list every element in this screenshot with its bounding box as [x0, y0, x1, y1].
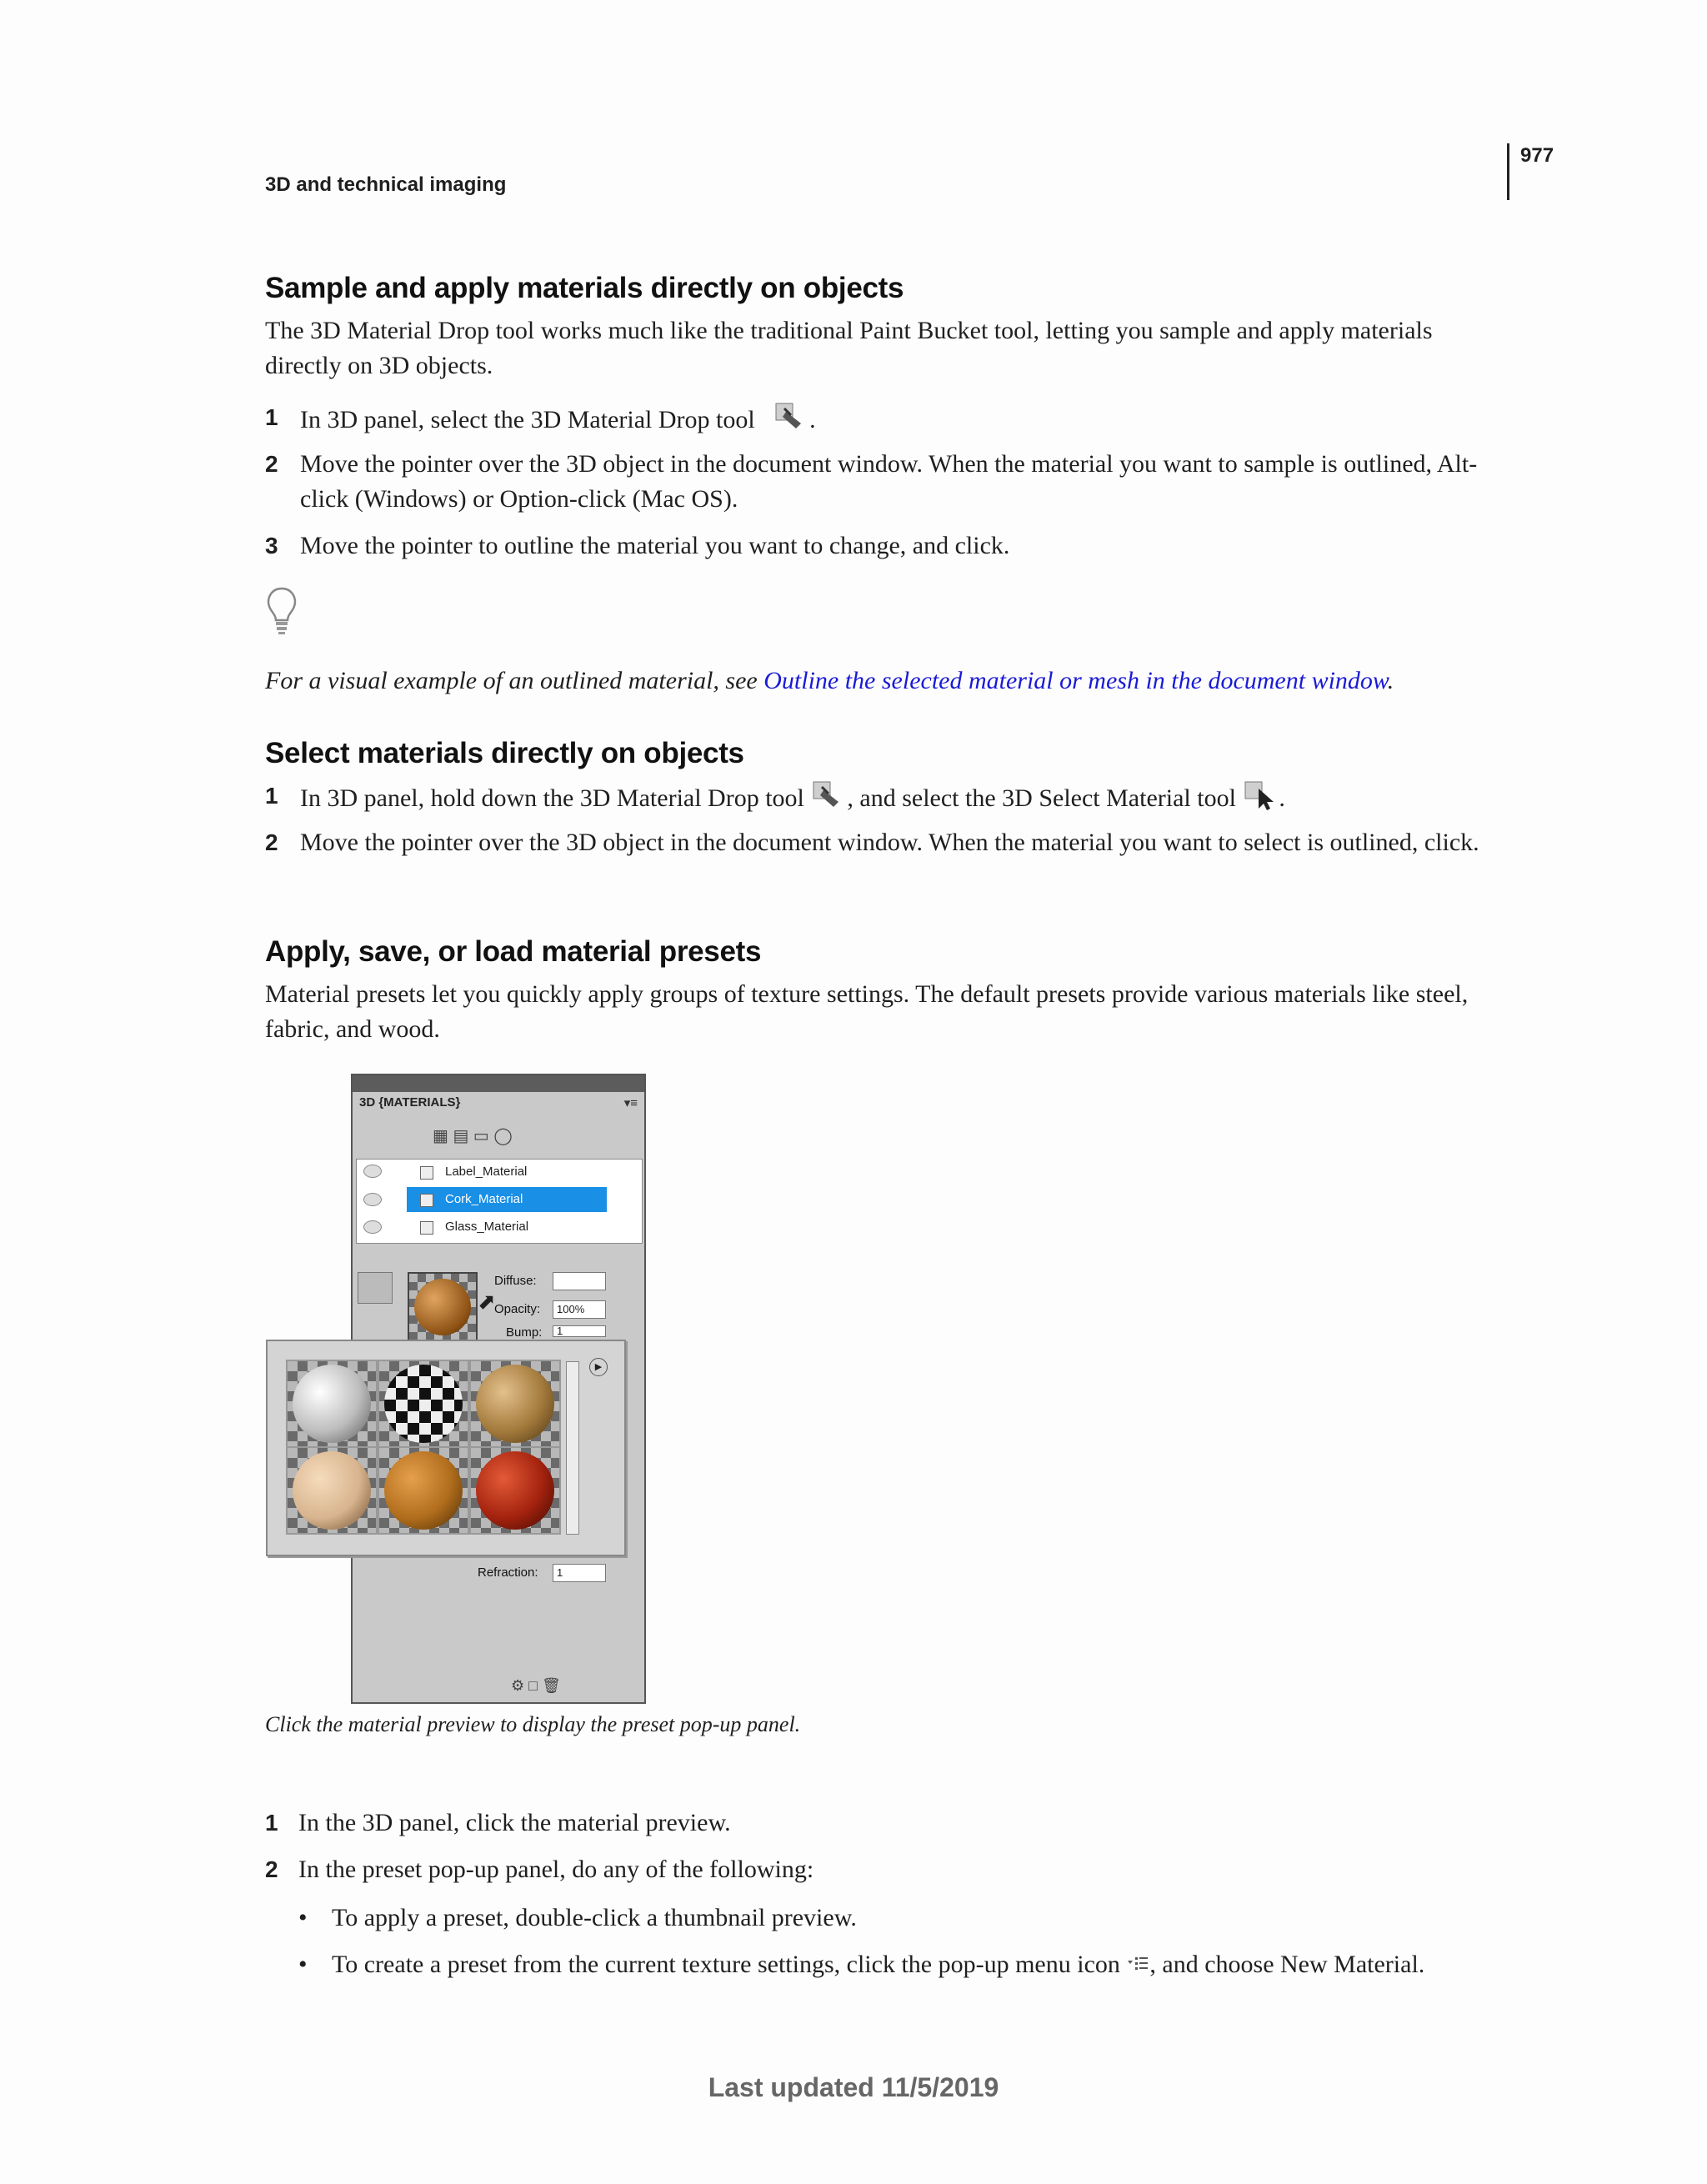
- step-text: In 3D panel, select the 3D Material Drop tool: [300, 405, 755, 433]
- step-number: 2: [265, 451, 278, 477]
- material-drop-tool-icon: [810, 779, 847, 822]
- preset-menu-arrow-icon[interactable]: ▶: [589, 1358, 608, 1376]
- section3-intro: Material presets let you quickly apply groups of texture settings. The default presets provide various materials like steel, fabric, and wood.: [265, 980, 1469, 1043]
- step-text: Move the pointer to outline the material you want to change, and click.: [300, 532, 1010, 559]
- bullet-item: • To create a preset from the current texture settings, click the pop-up menu icon , and choose New Material.: [298, 1947, 1515, 1984]
- panel-tab-title: 3D {MATERIALS}: [359, 1095, 461, 1110]
- step-number: 1: [265, 1810, 278, 1836]
- section1-step-1: [265, 400, 1507, 443]
- step-text: In the 3D panel, click the material preview.: [298, 1809, 731, 1836]
- panel-menu-icon[interactable]: ▾≡: [623, 1096, 638, 1110]
- refraction-field[interactable]: 1: [553, 1564, 606, 1582]
- running-header: 3D and technical imaging: [265, 173, 507, 196]
- section-heading-material-presets: Apply, save, or load material presets: [265, 935, 762, 968]
- material-swatch-icon: [420, 1221, 433, 1235]
- preset-scrollbar[interactable]: [566, 1361, 579, 1535]
- cork-sphere-preview: [414, 1279, 471, 1335]
- refraction-label: Refraction:: [478, 1565, 538, 1580]
- select-material-tool-icon: [1242, 779, 1279, 822]
- bump-field[interactable]: 1: [553, 1325, 606, 1337]
- section-heading-select-materials: Select materials directly on objects: [265, 737, 744, 769]
- material-swatch-icon: [420, 1166, 433, 1180]
- section1-step-3: [265, 528, 1507, 564]
- lightbulb-icon: [265, 585, 298, 639]
- header-divider: [1507, 143, 1509, 200]
- section-heading-sample-apply: Sample and apply materials directly on objects: [265, 272, 904, 304]
- material-row-selected[interactable]: Cork_Material: [407, 1187, 607, 1212]
- preset-thumbnail[interactable]: [471, 1361, 559, 1446]
- panel-title-bar: [353, 1075, 644, 1092]
- footer-last-updated: Last updated 11/5/2019: [708, 2072, 999, 2102]
- section1-step-2: [265, 447, 1507, 517]
- preset-thumbnail[interactable]: [471, 1448, 559, 1533]
- opacity-field[interactable]: 100%: [553, 1300, 606, 1319]
- step-text-end: .: [809, 405, 816, 433]
- panel-footer-icons: ⚙ □ 🗑: [511, 1677, 561, 1694]
- preset-thumbnail[interactable]: [379, 1448, 468, 1533]
- section2-step-1: 1 In 3D panel, hold down the 3D Material Drop tool , and select the 3D Select Material tool .: [265, 779, 1507, 822]
- step-number: 2: [265, 829, 278, 855]
- step-number: 1: [265, 404, 278, 430]
- figure-caption: Click the material preview to display the preset pop-up panel.: [265, 1712, 801, 1736]
- visibility-eye-icon[interactable]: [363, 1193, 382, 1206]
- section1-intro: The 3D Material Drop tool works much like the traditional Paint Bucket tool, letting you sample and apply materials directly on 3D objects.: [265, 317, 1433, 379]
- material-preview[interactable]: [408, 1272, 478, 1342]
- visibility-eye-icon[interactable]: [363, 1220, 382, 1234]
- visibility-eye-icon[interactable]: [363, 1165, 382, 1178]
- diffuse-field[interactable]: [553, 1272, 606, 1290]
- material-row[interactable]: Glass_Material: [407, 1215, 607, 1240]
- preset-thumbnail[interactable]: [379, 1361, 468, 1446]
- section3-step-1: [265, 1806, 1507, 1841]
- tip-text: For a visual example of an outlined material, see Outline the selected material or mesh in the document window.: [265, 667, 1394, 694]
- bullet-dot: •: [298, 1904, 308, 1931]
- step-text: In the preset pop-up panel, do any of the following:: [298, 1856, 814, 1883]
- material-row[interactable]: Label_Material: [407, 1160, 607, 1185]
- section2-step-2: [265, 825, 1507, 860]
- diffuse-label: Diffuse:: [494, 1274, 537, 1288]
- section3-step-2: [265, 1852, 1507, 1887]
- step-number: 2: [265, 1856, 278, 1882]
- popup-menu-icon: [1126, 1949, 1149, 1984]
- preset-thumbnail-grid: [286, 1360, 561, 1535]
- step-text: Move the pointer over the 3D object in the document window. When the material you want to select is outlined, click.: [300, 829, 1479, 856]
- cursor-pointer-icon: ⬈: [478, 1289, 496, 1314]
- panel-filter-icons: ▦ ▤ ▭ ◯: [433, 1127, 513, 1145]
- step-number: 1: [265, 783, 278, 809]
- page-number: 977: [1520, 144, 1554, 167]
- bump-label: Bump:: [506, 1325, 543, 1340]
- preset-thumbnail[interactable]: [288, 1361, 376, 1446]
- material-swatch-icon: [420, 1194, 433, 1207]
- bullet-item: • To apply a preset, double-click a thumbnail preview.: [298, 1901, 1515, 1936]
- opacity-label: Opacity:: [494, 1302, 541, 1316]
- step-number: 3: [265, 533, 278, 559]
- preset-thumbnail[interactable]: [288, 1448, 376, 1533]
- preset-popup-panel: [266, 1340, 626, 1556]
- material-drop-tool-icon: [773, 400, 809, 443]
- material-drop-tool-button[interactable]: [358, 1272, 393, 1304]
- step-text: Move the pointer over the 3D object in the document window. When the material you want to sample is outlined, Alt-click (Windows) or Option-click (Mac OS).: [300, 450, 1478, 513]
- material-list: [356, 1159, 643, 1244]
- bullet-dot: •: [298, 1951, 308, 1978]
- outline-material-link[interactable]: Outline the selected material or mesh in the document window: [763, 667, 1388, 694]
